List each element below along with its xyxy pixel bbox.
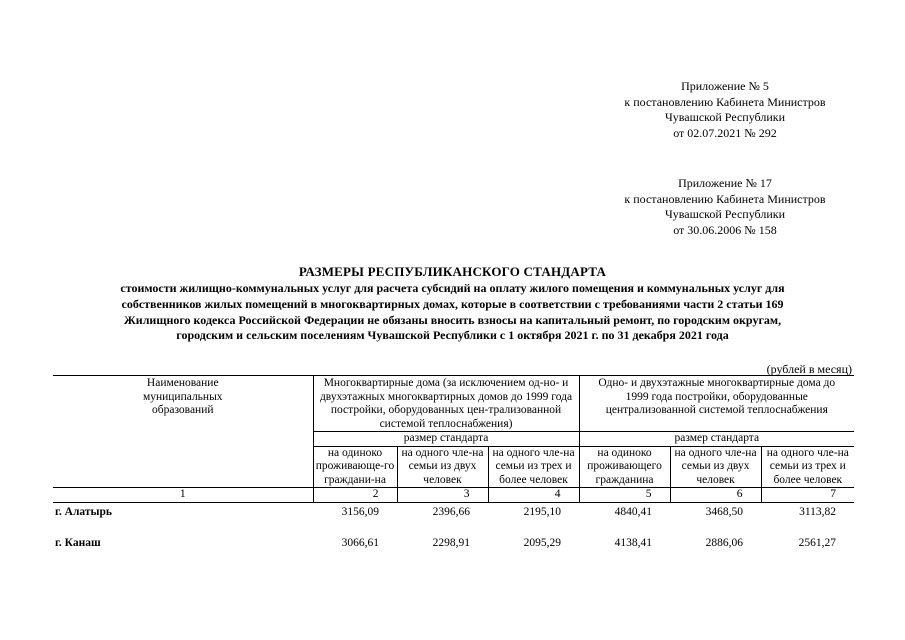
value-cell: 2095,29 (523, 536, 562, 549)
subheader-single-1: на одиноко проживающе-го граждани-на (313, 446, 397, 488)
column-number: 1 (53, 488, 313, 503)
header-group-apartments: Многоквартирные дома (за исключением од-но- и двухэтажных многоквартирных домов до 1999 года постройки, оборудованных цен-трализованной системой теплоснабжения) (313, 376, 579, 432)
appendix-5-block (590, 79, 860, 141)
value-cell: 2396,66 (432, 505, 470, 518)
municipality-name: г. Алатырь (55, 505, 112, 518)
value-cell: 3468,50 (705, 505, 744, 518)
document-title: РАЗМЕРЫ РЕСПУБЛИКАНСКОГО СТАНДАРТА (298, 264, 607, 279)
column-number: 5 (579, 488, 670, 503)
value-cell: 4138,41 (614, 536, 653, 549)
appendix-17-republic: Чувашской Республики (664, 207, 786, 221)
column-number: 2 (313, 488, 397, 503)
subheader-single-2: на одиноко проживающего гражданина (579, 446, 670, 488)
appendix-5-date: от 02.07.2021 № 292 (673, 125, 777, 140)
header-standard-size-2: размер стандарта (579, 432, 854, 447)
municipality-name: г. Канаш (55, 536, 101, 549)
header-municipality: Наименование муниципальных образований (53, 376, 313, 488)
subheader-two-2: на одного чле-на семьи из двух человек (670, 446, 761, 488)
column-number: 6 (670, 488, 761, 503)
header-standard-size-1: размер стандарта (313, 432, 579, 447)
appendix-17-number: Приложение № 17 (678, 176, 772, 190)
value-cell: 2886,06 (705, 536, 744, 549)
subtitle-line: городским и сельским поселениям Чувашской Республики с 1 октября 2021 г. по 31 декабря 2021 года (176, 328, 729, 343)
units-label: (рублей в месяц) (766, 362, 852, 376)
table-row (53, 502, 854, 533)
subtitle-line: собственников жилых помещений в многоквартирных домах, которые в соответствии с требованиями части 2 статьи 169 (121, 296, 784, 311)
column-number: 4 (488, 488, 579, 503)
appendix-5-republic: Чувашской Республики (664, 110, 786, 124)
standards-table (53, 375, 854, 564)
subtitle-line: Жилищного кодекса Российской Федерации не обязаны вносить взносы на капитальный ремонт, по городским округам, (123, 312, 782, 327)
value-cell: 4840,41 (614, 505, 653, 518)
subheader-three-2: на одного чле-на семьи из трех и более человек (761, 446, 854, 488)
appendix-17-resolution: к постановлению Кабинета Министров (624, 191, 826, 206)
appendix-17-block (590, 176, 860, 238)
appendix-5-number: Приложение № 5 (681, 79, 769, 93)
appendix-5-resolution: к постановлению Кабинета Министров (624, 94, 826, 109)
value-cell: 2195,10 (523, 505, 562, 518)
value-cell: 3156,09 (341, 505, 379, 518)
value-cell: 3066,61 (341, 536, 379, 549)
document-subtitle (50, 281, 855, 344)
column-number-row (53, 488, 854, 503)
subtitle-line: стоимости жилищно-коммунальных услуг для расчета субсидий на оплату жилого помещения и коммунальных услуг для (120, 281, 785, 295)
appendix-17-date: от 30.06.2006 № 158 (673, 222, 777, 237)
table-row (53, 533, 854, 564)
value-cell: 2298,91 (432, 536, 470, 549)
value-cell: 2561,27 (798, 536, 837, 549)
column-number: 3 (397, 488, 488, 503)
subheader-three-1: на одного чле-на семьи из трех и более человек (488, 446, 579, 488)
subheader-two-1: на одного чле-на семьи из двух человек (397, 446, 488, 488)
column-number: 7 (761, 488, 854, 503)
header-group-lowrise: Одно- и двухэтажные многоквартирные дома до 1999 года постройки, оборудованные централизованной системой теплоснабжения (579, 376, 854, 432)
value-cell: 3113,82 (799, 505, 837, 518)
